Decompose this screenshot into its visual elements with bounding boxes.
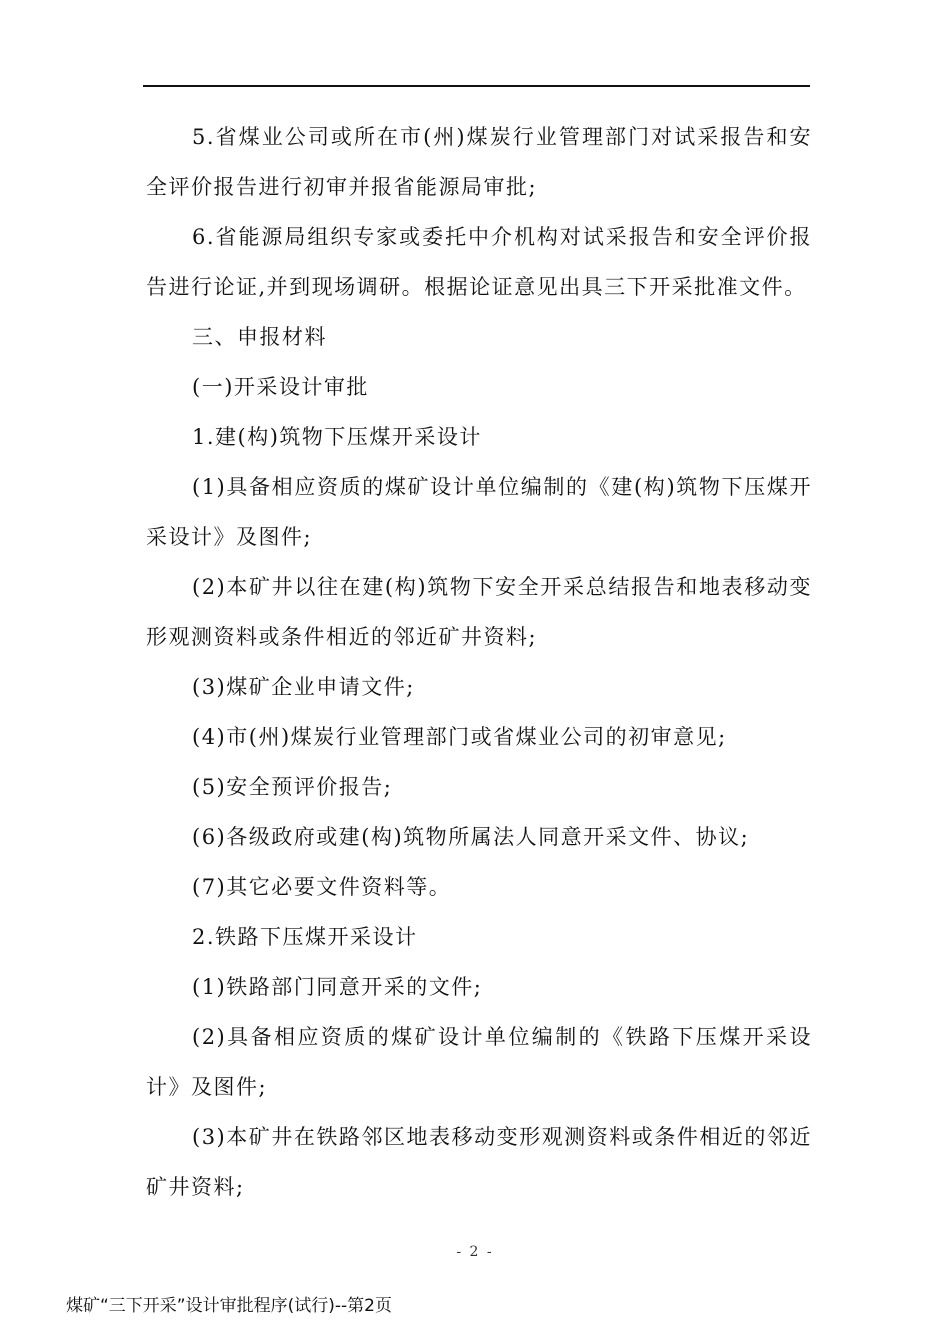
list-item: (1)具备相应资质的煤矿设计单位编制的《建(构)筑物下压煤开采设计》及图件; (146, 475, 812, 549)
list-item: (7)其它必要文件资料等。 (192, 875, 452, 899)
paragraph-review-step-5: 5.省煤业公司或所在市(州)煤炭行业管理部门对试采报告和安全评价报告进行初审并报省能源局审批; (146, 125, 812, 199)
subsection-heading-design-approval: (一)开采设计审批 (192, 375, 369, 399)
list-item: (2)具备相应资质的煤矿设计单位编制的《铁路下压煤开采设计》及图件; (146, 1025, 812, 1099)
list-item: (4)市(州)煤炭行业管理部门或省煤业公司的初审意见; (192, 725, 727, 749)
section-heading-materials: 三、申报材料 (192, 325, 327, 349)
paragraph-review-step-6: 6.省能源局组织专家或委托中介机构对试采报告和安全评价报告进行论证,并到现场调研。根据论证意见出具三下开采批准文件。 (146, 225, 812, 299)
footer-title: 煤矿“三下开采”设计审批程序(试行)--第2页 (66, 1296, 392, 1316)
list-item: (3)煤矿企业申请文件; (192, 675, 415, 699)
list-item: (6)各级政府或建(构)筑物所属法人同意开采文件、协议; (192, 825, 750, 849)
document-body (146, 112, 812, 1212)
list-item: (1)铁路部门同意开采的文件; (192, 975, 483, 999)
item-heading-railway-design: 2.铁路下压煤开采设计 (192, 925, 418, 949)
list-item: (3)本矿井在铁路邻区地表移动变形观测资料或条件相近的邻近矿井资料; (146, 1125, 812, 1199)
page-number: - 2 - (456, 1244, 494, 1260)
list-item: (2)本矿井以往在建(构)筑物下安全开采总结报告和地表移动变形观测资料或条件相近的邻近矿井资料; (146, 575, 812, 649)
list-item: (5)安全预评价报告; (192, 775, 393, 799)
header-rule (143, 85, 810, 87)
item-heading-building-design: 1.建(构)筑物下压煤开采设计 (192, 425, 482, 449)
